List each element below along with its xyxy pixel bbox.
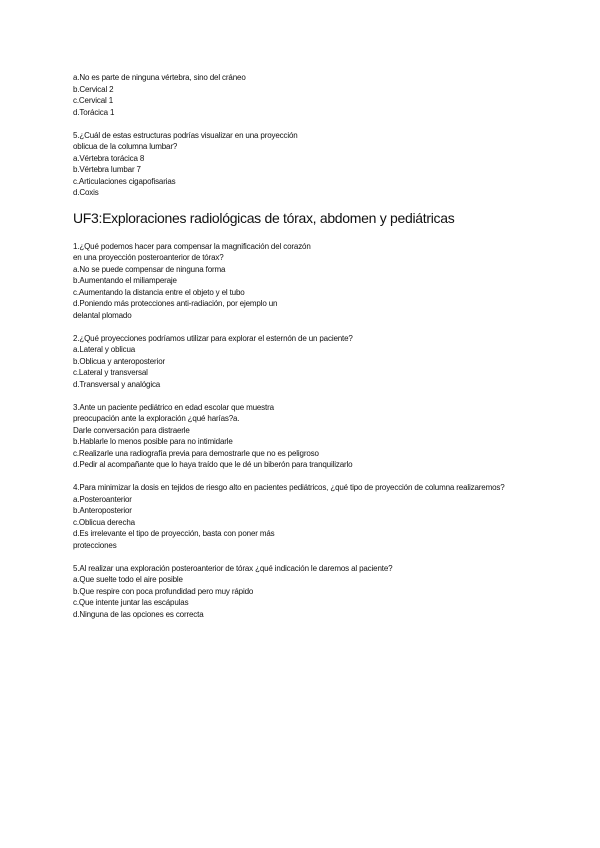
option-text: b.Anteroposterior <box>73 506 132 515</box>
option-text: c.Aumentando la distancia entre el objeto y el tubo <box>73 287 245 297</box>
option-text: d.Coxis <box>73 188 99 197</box>
option-text: c.Oblicua derecha <box>73 517 135 527</box>
option-text: a.Lateral y oblicua <box>73 345 136 354</box>
option-text: d.Transversal y analógica <box>73 379 161 389</box>
question-block <box>73 563 533 621</box>
question-block <box>73 482 533 551</box>
option-text: c.Lateral y transversal <box>73 368 148 377</box>
option-text: a.Vértebra torácica 8 <box>73 153 145 163</box>
question-block <box>73 130 533 199</box>
question-block <box>73 402 533 471</box>
option-text: d.Es irrelevante el tipo de proyección, basta con poner más <box>73 529 275 538</box>
option-text: d.Poniendo más protecciones anti-radiación, por ejemplo un <box>73 299 278 308</box>
option-text: b.Oblicua y anteroposterior <box>73 356 166 366</box>
question-text: 1.¿Qué podemos hacer para compensar la magnificación del corazón <box>73 241 311 251</box>
option-text: b.Aumentando el miliamperaje <box>73 276 177 285</box>
option-text: protecciones <box>73 540 117 550</box>
question-block <box>73 241 533 322</box>
option-text: b.Cervical 2 <box>73 84 114 94</box>
question-block <box>73 333 533 391</box>
option-text: a.No es parte de ninguna vértebra, sino del cráneo <box>73 73 246 82</box>
option-text: d.Ninguna de las opciones es correcta <box>73 609 204 619</box>
option-text: c.Articulaciones cigapofisarias <box>73 176 176 186</box>
question-text: preocupación ante la exploración ¿qué harías?a. <box>73 414 240 423</box>
question-text: 5.Al realizar una exploración posteroanterior de tórax ¿qué indicación le daremos al paciente? <box>73 563 393 573</box>
option-text: a.Que suelte todo el aire posible <box>73 575 183 584</box>
question-text: Darle conversación para distraerle <box>73 425 190 435</box>
option-text: d.Torácica 1 <box>73 107 115 117</box>
option-text: b.Vértebra lumbar 7 <box>73 165 141 174</box>
previous-question-options <box>73 72 533 118</box>
option-text: c.Realizarle una radiografía previa para demostrarle que no es peligroso <box>73 448 319 458</box>
section-heading: UF3:Exploraciones radiológicas de tórax, abdomen y pediátricas <box>73 209 455 226</box>
option-text: delantal plomado <box>73 310 132 320</box>
option-text: b.Que respire con poca profundidad pero muy rápido <box>73 586 254 596</box>
question-text: 5.¿Cuál de estas estructuras podrías visualizar en una proyección <box>73 130 298 140</box>
option-text: b.Hablarle lo menos posible para no intimidarle <box>73 437 233 446</box>
option-text: a.Posteroanterior <box>73 494 132 504</box>
question-text: en una proyección posteroanterior de tórax? <box>73 253 224 262</box>
question-text: oblicua de la columna lumbar? <box>73 142 178 151</box>
option-text: d.Pedir al acompañante que lo haya traído que le dé un biberón para tranquilizarlo <box>73 460 353 469</box>
option-text: a.No se puede compensar de ninguna forma <box>73 264 226 274</box>
question-text: 3.Ante un paciente pediátrico en edad escolar que muestra <box>73 402 274 412</box>
question-text: 2.¿Qué proyecciones podríamos utilizar para explorar el esternón de un paciente? <box>73 333 353 343</box>
question-text: 4.Para minimizar la dosis en tejidos de riesgo alto en pacientes pediátricos, ¿qué tipo de proyección de columna realizaremos? <box>73 483 505 492</box>
option-text: c.Cervical 1 <box>73 96 113 105</box>
option-text: c.Que intente juntar las escápulas <box>73 598 189 607</box>
document-content <box>73 72 533 620</box>
